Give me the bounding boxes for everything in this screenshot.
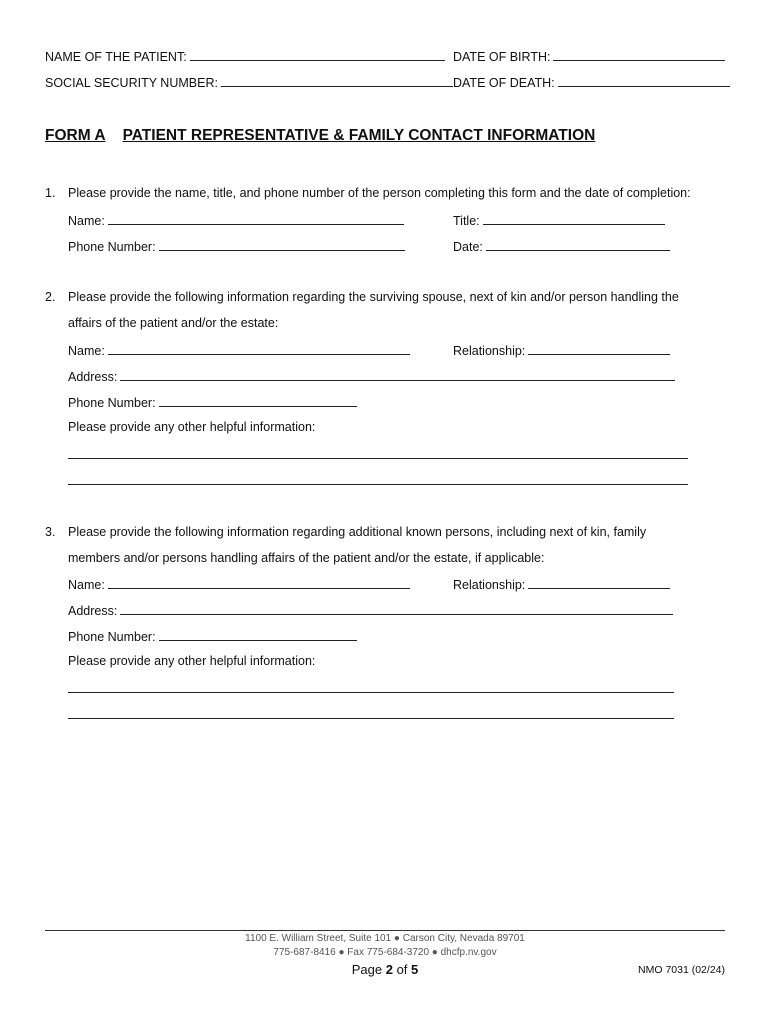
q2-address-field[interactable] [68,368,675,384]
q3-number: 3. [45,525,56,539]
q3-phone-label: Phone Number: [68,630,156,644]
q2-address-label: Address: [68,370,118,384]
date-of-death-blank[interactable] [558,74,730,87]
q1-number: 1. [45,186,56,200]
q2-number: 2. [45,290,56,304]
q2-text-line1: Please provide the following information regarding the surviving spouse, next of kin and/or person handling the [68,290,679,304]
form-heading: PATIENT REPRESENTATIVE & FAMILY CONTACT INFORMATION [122,127,596,144]
q1-name-blank[interactable] [108,212,404,225]
q2-text-line2: affairs of the patient and/or the estate: [68,316,279,330]
form-prefix: FORM A [45,127,106,144]
q1-phone-blank[interactable] [159,238,405,251]
q3-other-info-label: Please provide any other helpful information: [68,654,316,668]
q1-date-blank[interactable] [486,238,670,251]
page-total: 5 [411,962,419,977]
footer-contact: 775-687-8416 ● Fax 775-684-3720 ● dhcfp.nv.gov [273,947,497,958]
q2-relationship-blank[interactable] [528,342,670,355]
q2-relationship-label: Relationship: [453,344,526,358]
q3-relationship-field[interactable] [453,576,670,592]
q2-name-blank[interactable] [108,342,410,355]
q3-name-field[interactable] [68,576,410,592]
q1-phone-label: Phone Number: [68,240,156,254]
q2-other-info-label: Please provide any other helpful information: [68,420,316,434]
q1-title-blank[interactable] [483,212,665,225]
date-of-birth-blank[interactable] [553,48,725,61]
q3-text-line1: Please provide the following information regarding additional known persons, including next of kin, family [68,525,647,539]
form-number: NMO 7031 (02/24) [638,964,725,976]
q3-relationship-blank[interactable] [528,576,670,589]
q1-text: Please provide the name, title, and phone number of the person completing this form and the date of completion: [68,186,691,200]
q2-phone-label: Phone Number: [68,396,156,410]
ssn-label: SOCIAL SECURITY NUMBER: [45,76,218,90]
patient-name-field[interactable] [45,48,445,64]
q1-phone-field[interactable] [68,238,405,254]
q1-name-field[interactable] [68,212,404,228]
patient-name-label: NAME OF THE PATIENT: [45,50,187,64]
q3-name-blank[interactable] [108,576,410,589]
q1-date-label: Date: [453,240,483,254]
footer-address: 1100 E. William Street, Suite 101 ● Carson City, Nevada 89701 [245,933,525,944]
q2-other-info-line-2[interactable] [68,484,688,485]
date-of-birth-label: DATE OF BIRTH: [453,50,551,64]
page-current: 2 [385,962,393,977]
page-of: of [392,962,412,977]
q2-name-field[interactable] [68,342,410,358]
q1-date-field[interactable] [453,238,670,254]
form-title [45,127,595,145]
q1-name-label: Name: [68,214,105,228]
footer-divider [45,930,725,931]
q3-name-label: Name: [68,578,105,592]
q2-phone-field[interactable] [68,394,357,410]
ssn-blank[interactable] [221,74,453,87]
q2-address-blank[interactable] [120,368,675,381]
q3-address-blank[interactable] [120,602,673,615]
patient-name-blank[interactable] [190,48,445,61]
q3-phone-field[interactable] [68,628,357,644]
q2-name-label: Name: [68,344,105,358]
q1-title-label: Title: [453,214,480,228]
q3-other-info-line-2[interactable] [68,718,674,719]
q3-address-label: Address: [68,604,118,618]
q3-other-info-line-1[interactable] [68,692,674,693]
q2-phone-blank[interactable] [159,394,357,407]
q2-other-info-line-1[interactable] [68,458,688,459]
q2-relationship-field[interactable] [453,342,670,358]
q3-phone-blank[interactable] [159,628,357,641]
page-prefix: Page [351,962,386,977]
date-of-death-field[interactable] [453,74,730,90]
q3-address-field[interactable] [68,602,673,618]
date-of-birth-field[interactable] [453,48,725,64]
q1-title-field[interactable] [453,212,665,228]
q3-text-line2: members and/or persons handling affairs of the patient and/or the estate, if applicable: [68,551,545,565]
ssn-field[interactable] [45,74,453,90]
q3-relationship-label: Relationship: [453,578,526,592]
date-of-death-label: DATE OF DEATH: [453,76,555,90]
